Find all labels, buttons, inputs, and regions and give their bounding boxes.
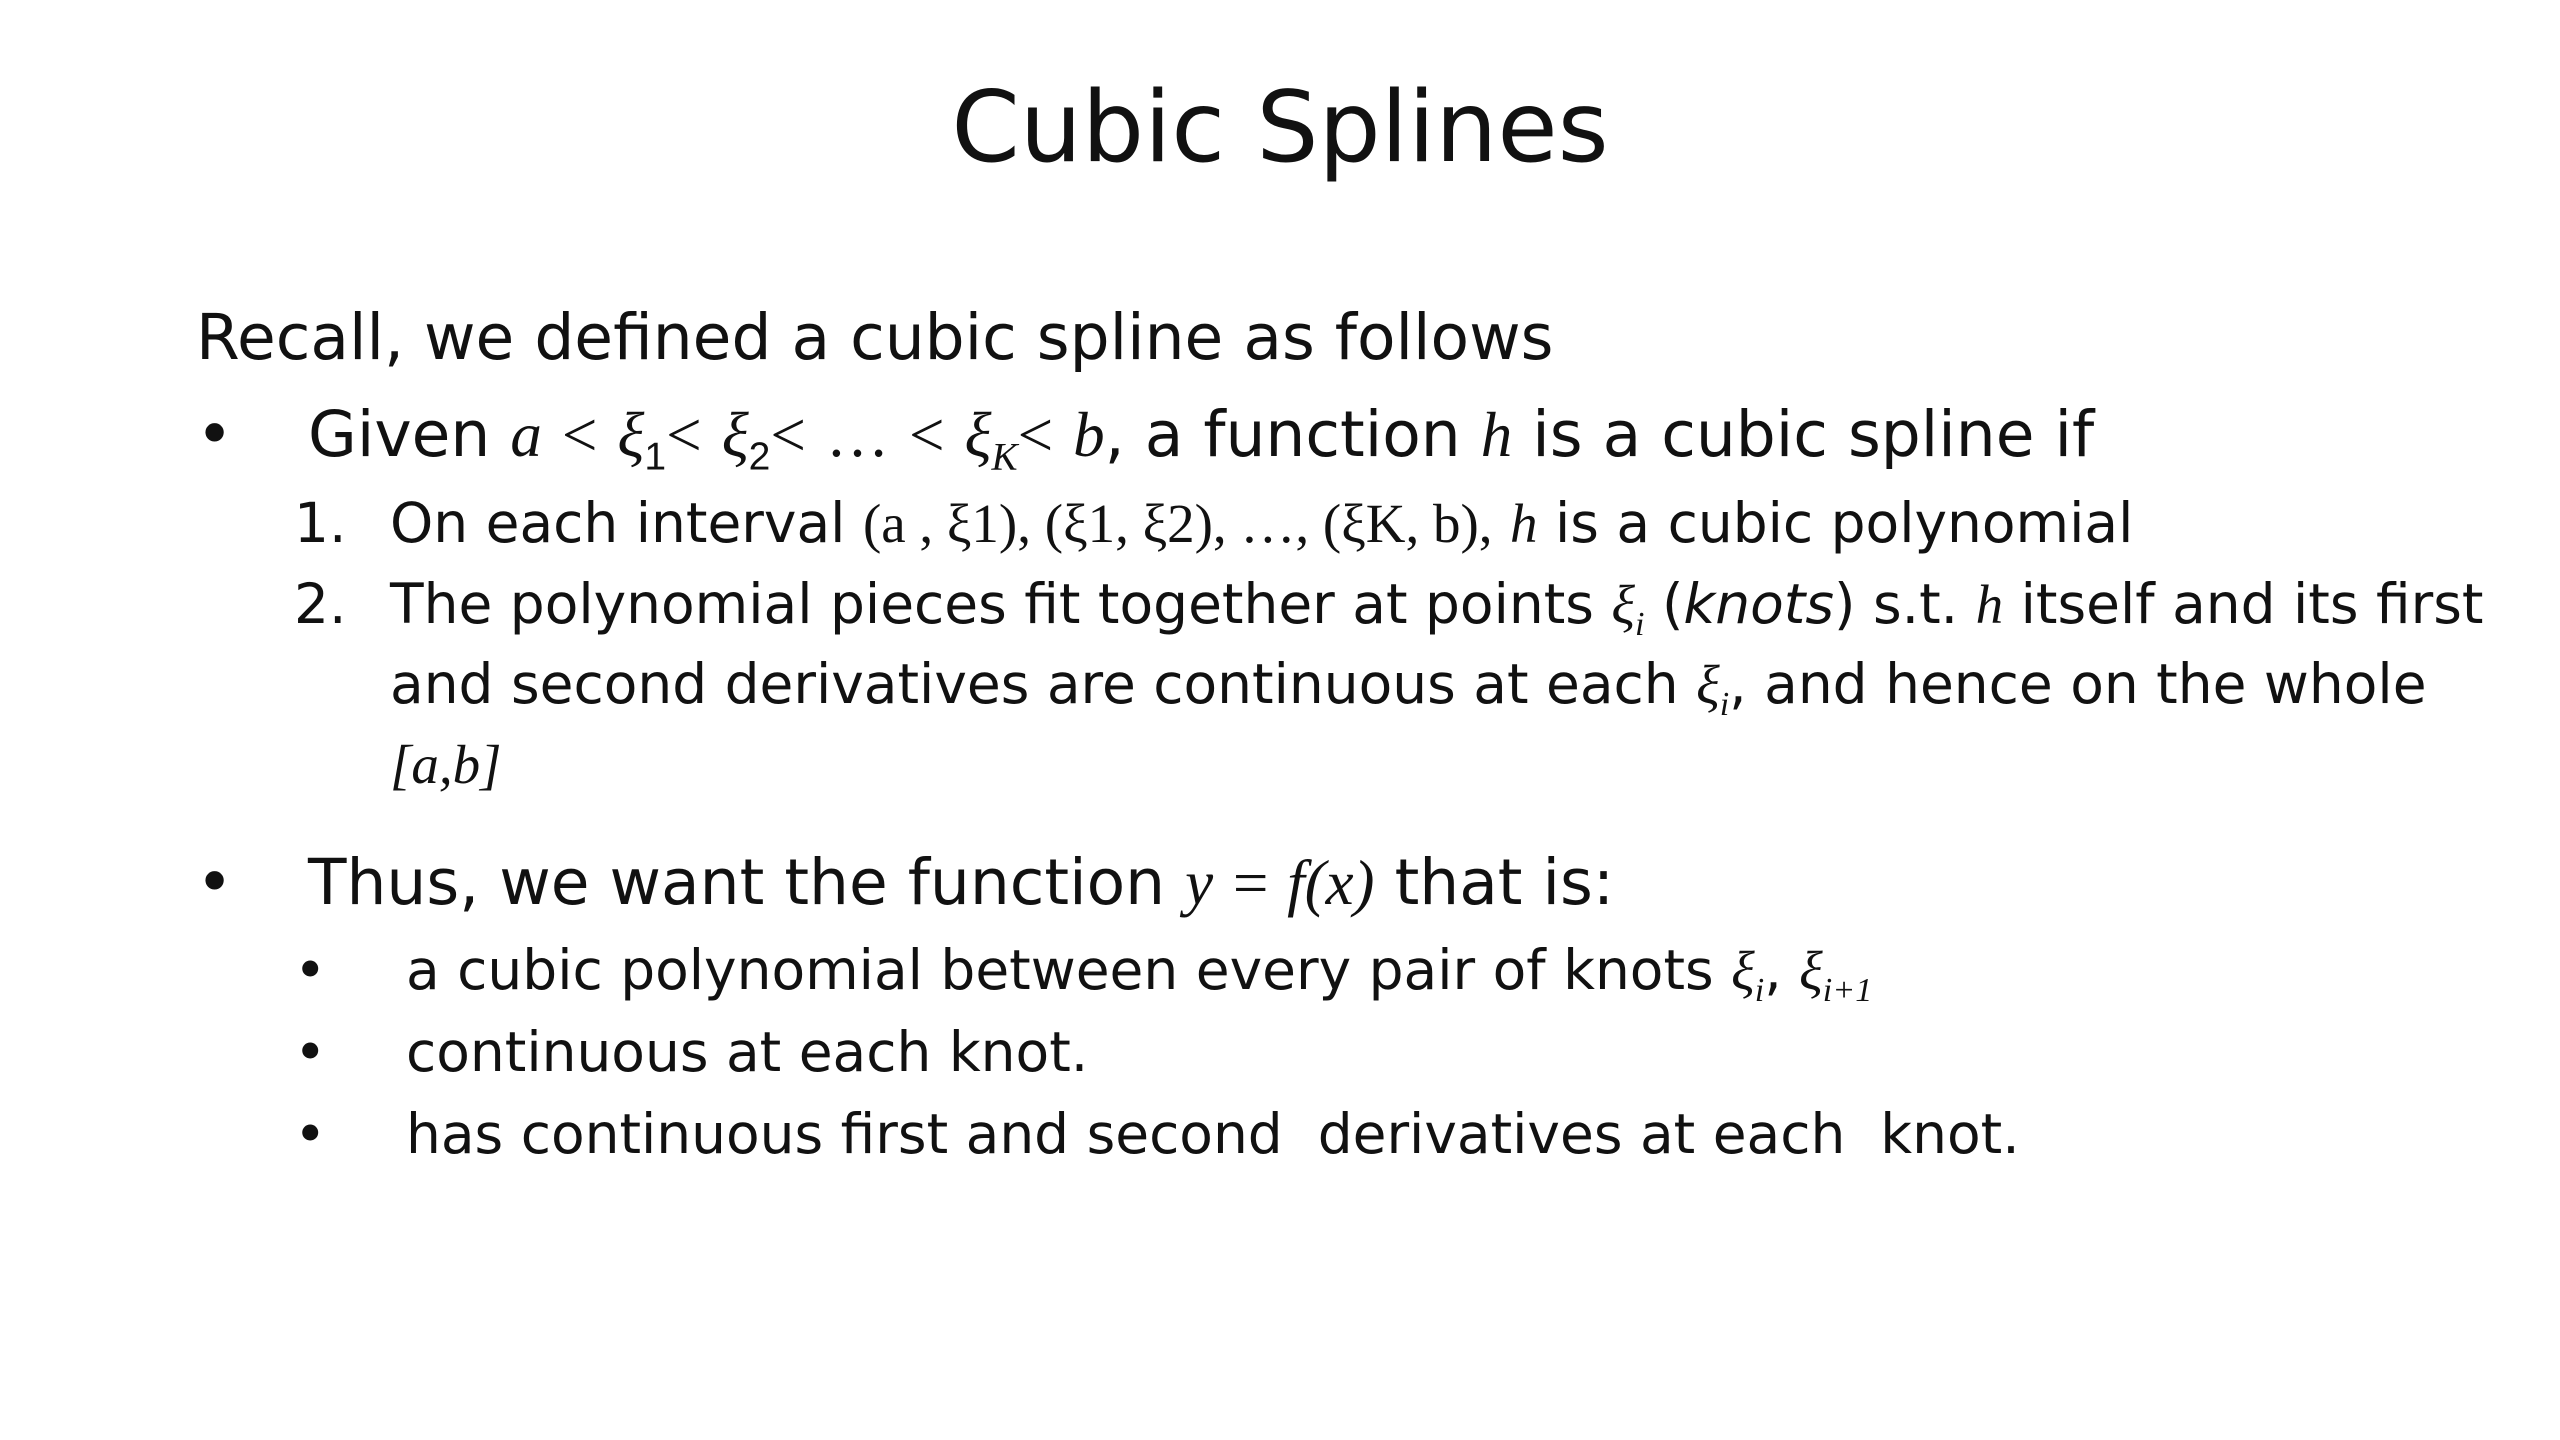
bullet-given-rest: , a function — [1104, 398, 1461, 471]
sub-bullet-label: continuous at each knot. — [406, 1020, 1089, 1084]
bullet-given-rest: is a cubic spline if — [1532, 398, 2095, 471]
bullet-marker: • — [294, 1102, 327, 1166]
sub-bullet-label: a cubic polynomial between every pair of knots — [406, 938, 1714, 1002]
sub-bullet-text — [406, 938, 1872, 1010]
bullet-given-text — [308, 398, 2094, 480]
bullet-thus-prefix: Thus, we want the function — [308, 846, 1166, 919]
math-xi: ξ — [1731, 940, 1755, 1001]
bullet-marker: • — [294, 938, 327, 1002]
item-1-intervals: (a , ξ1), (ξ1, ξ2), …, (ξK, b), — [862, 493, 1493, 554]
math-h: h — [1510, 493, 1538, 554]
bullet-thus-suffix: that is: — [1394, 846, 1615, 919]
item-number: 2. — [294, 572, 347, 636]
slide-title: Cubic Splines — [951, 71, 1609, 185]
intro-text: Recall, we defined a cubic spline as follows — [196, 301, 1554, 374]
math-xi: ξ — [721, 400, 749, 470]
math-lt: < — [770, 400, 806, 470]
math-comma: , — [1764, 938, 1782, 1002]
item-2-line-3: [a,b] — [390, 734, 502, 795]
math-h: h — [1480, 400, 1513, 470]
math-xi: ξ — [964, 400, 992, 470]
given-word: Given — [308, 398, 491, 471]
math-sub: K — [991, 435, 1018, 479]
math-ellipsis: … — [825, 400, 889, 470]
math-a: a — [510, 400, 542, 470]
math-xi: ξ — [1611, 574, 1635, 635]
math-lt: < — [666, 400, 702, 470]
math-sub: 1 — [644, 435, 667, 479]
math-b: b — [1073, 400, 1105, 470]
bullet-marker: • — [196, 398, 234, 471]
math-lt: < — [908, 400, 945, 470]
math-xi: ξ — [1696, 654, 1720, 715]
item-2-line-2 — [390, 652, 2427, 724]
math-sub: 2 — [748, 435, 771, 479]
item-2-line-1-suffix: itself and its first — [2020, 572, 2484, 636]
item-1-suffix: is a cubic polynomial — [1555, 491, 2134, 555]
item-1-text — [390, 491, 2133, 555]
math-xi: ξ — [1799, 940, 1823, 1001]
math-lt: < — [561, 400, 598, 470]
math-sub: i — [1634, 605, 1645, 643]
item-number: 1. — [294, 491, 347, 555]
item-2-line-2-suffix: , and hence on the whole — [1729, 652, 2427, 716]
item-2-line-2-prefix: and second derivatives are continuous at each — [390, 652, 1679, 716]
bullet-marker: • — [294, 1020, 327, 1084]
math-xi: ξ — [617, 400, 645, 470]
bullet-marker: • — [196, 846, 234, 919]
math-lt: < — [1017, 400, 1054, 470]
paren-close: ) s.t. — [1834, 572, 1959, 636]
math-sub: i — [1754, 971, 1765, 1009]
math-equation: y = f(x) — [1185, 848, 1375, 918]
item-2-line-1 — [390, 572, 2484, 644]
knots-word: knots — [1683, 572, 1834, 636]
bullet-thus-text — [308, 846, 1614, 920]
math-sub: i+1 — [1822, 971, 1873, 1009]
item-2-prefix: The polynomial pieces fit together at points — [390, 572, 1594, 636]
math-h: h — [1975, 574, 2004, 635]
math-sub: i — [1719, 685, 1730, 723]
item-1-prefix: On each interval — [390, 491, 846, 555]
sub-bullet-label: has continuous first and second derivatives at each knot. — [406, 1102, 2020, 1166]
paren-open: ( — [1661, 572, 1684, 636]
